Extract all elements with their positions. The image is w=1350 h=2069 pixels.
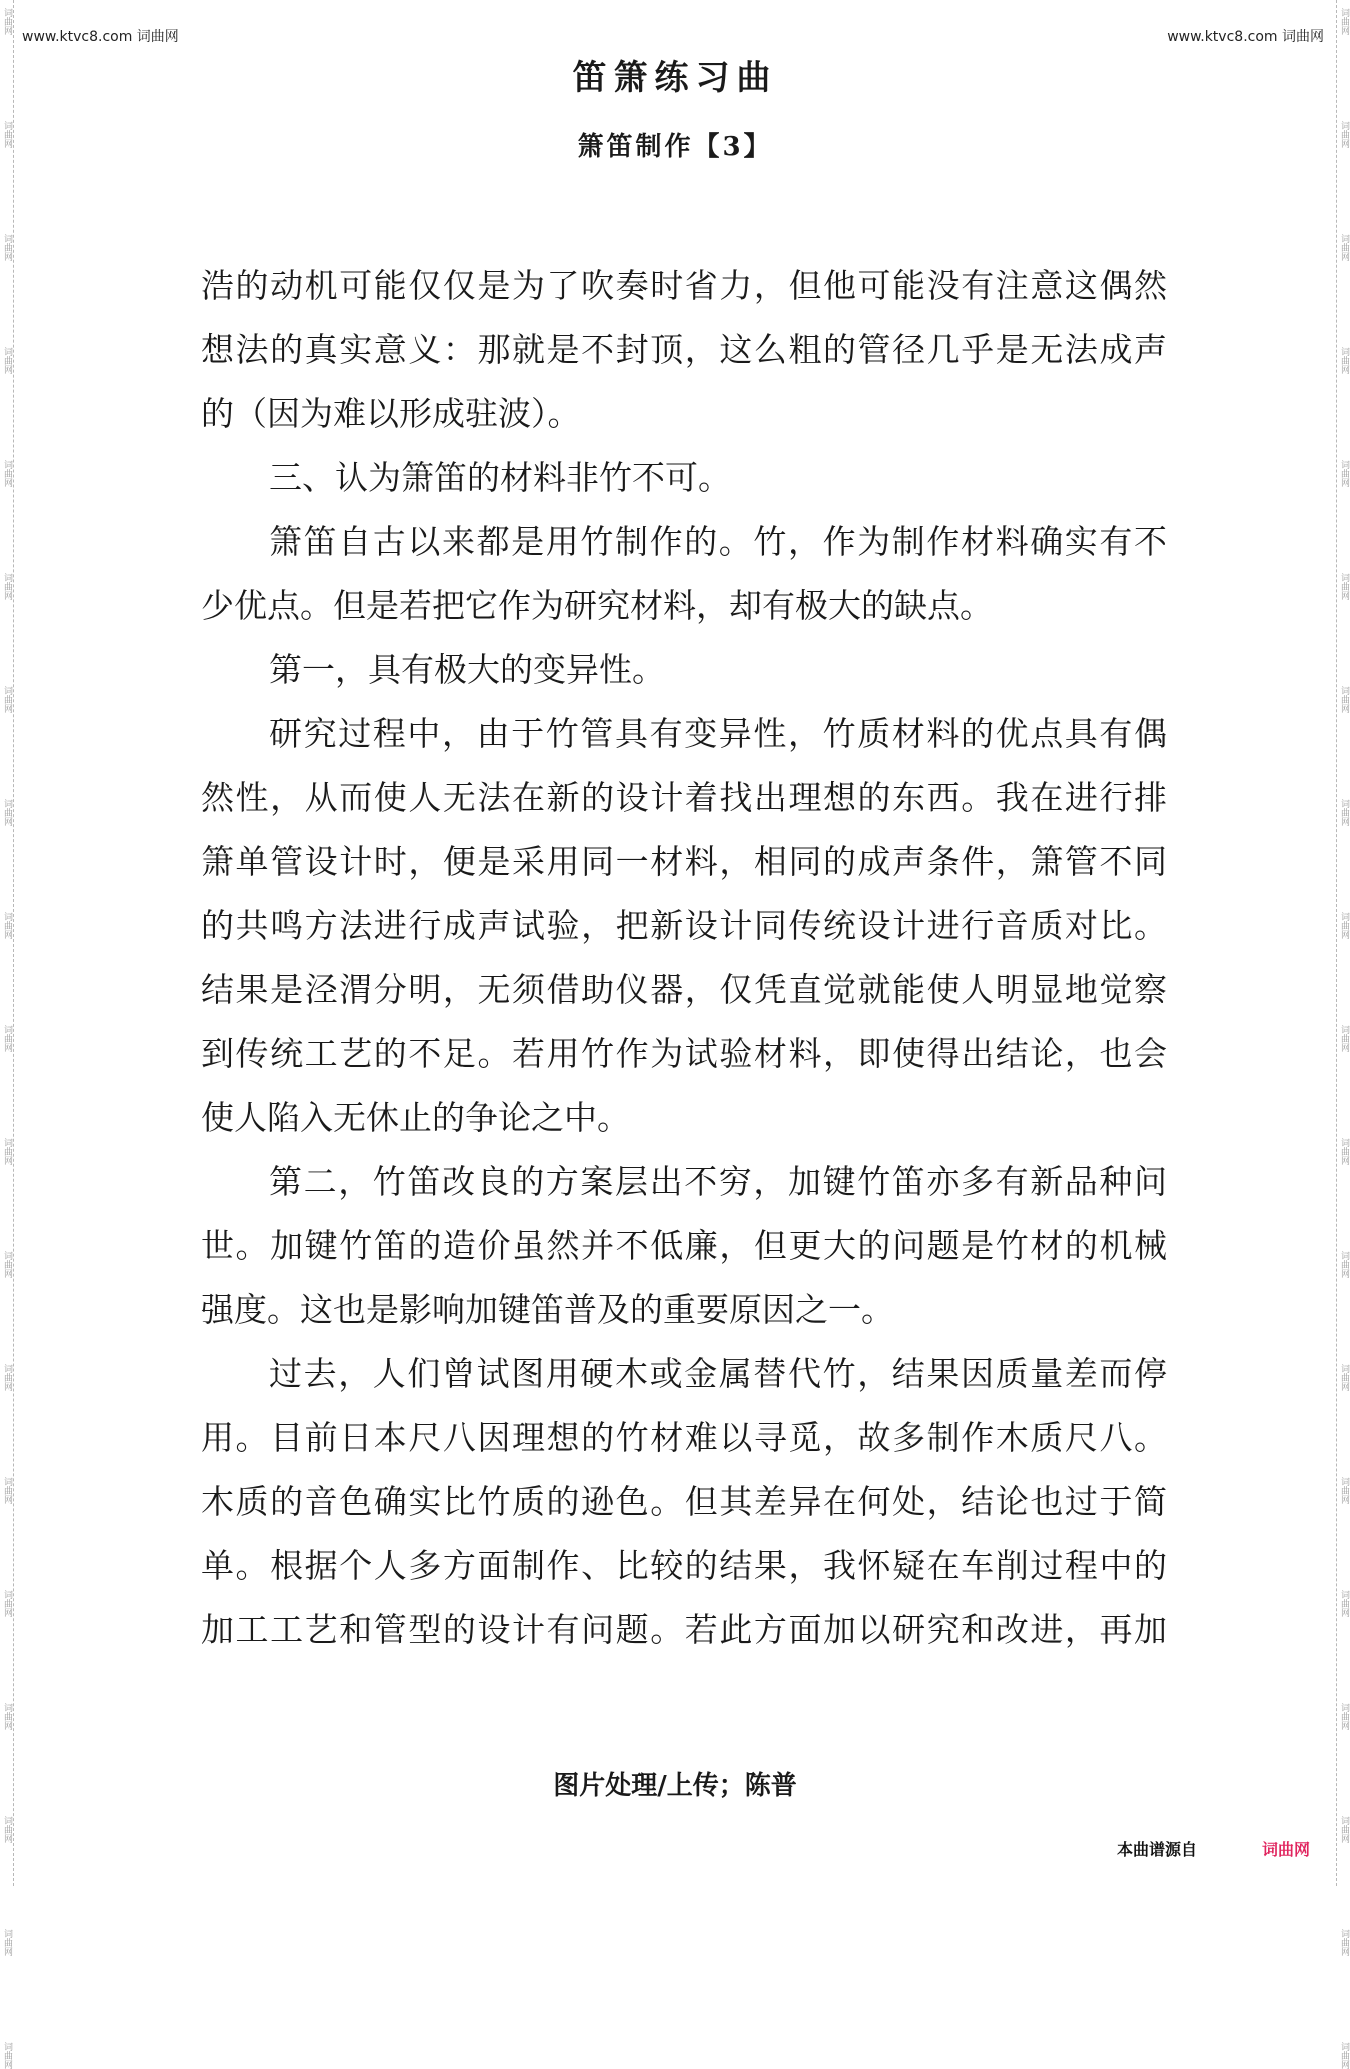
watermark-text: 词曲网 (2, 1477, 12, 1504)
watermark-text: 词曲网 (1339, 912, 1349, 939)
text-line: 世。加键竹笛的造价虽然并不低廉，但更大的问题是竹材的机械 (201, 1226, 1167, 1265)
text-line: 木质的音色确实比竹质的逊色。但其差异在何处，结论也过于简 (201, 1482, 1167, 1521)
text-line: 少优点。但是若把它作为研究材料，却有极大的缺点。 (201, 586, 993, 625)
text-line: 的共鸣方法进行成声试验，把新设计同传统设计进行音质对比。 (201, 906, 1167, 945)
watermark-text: 词曲网 (1339, 8, 1349, 35)
page-subtitle: 箫笛制作【3】 (577, 132, 773, 162)
watermark-text: 词曲网 (2, 1816, 12, 1843)
text-line: 的（因为难以形成驻波）。 (201, 394, 581, 433)
watermark-text: 词曲网 (2, 1364, 12, 1391)
watermark-text: 词曲网 (2, 1025, 12, 1052)
upload-credit: 图片处理/上传；陈普 (553, 1771, 797, 1801)
watermark-text: 词曲网 (1339, 686, 1349, 713)
text-line: 单。根据个人多方面制作、比较的结果，我怀疑在车削过程中的 (201, 1546, 1167, 1585)
watermark-text: 词曲网 (1339, 1703, 1349, 1730)
right-watermark-strip (1336, 0, 1350, 2069)
article-body (201, 254, 1167, 1662)
watermark-text: 词曲网 (1339, 1477, 1349, 1504)
watermark-text: 词曲网 (2, 2042, 12, 2069)
watermark-text: 词曲网 (1339, 1364, 1349, 1391)
text-line: 加工工艺和管型的设计有问题。若此方面加以研究和改进，再加 (201, 1610, 1167, 1649)
watermark-text: 词曲网 (2, 1138, 12, 1165)
text-line: 结果是泾渭分明，无须借助仪器，仅凭直觉就能使人明显地觉察 (201, 970, 1167, 1009)
text-line: 过去，人们曾试图用硬木或金属替代竹，结果因质量差而停 (269, 1354, 1167, 1393)
text-line: 浩的动机可能仅仅是为了吹奏时省力，但他可能没有注意这偶然 (201, 266, 1167, 305)
text-line: 强度。这也是影响加键笛普及的重要原因之一。 (201, 1290, 894, 1329)
watermark-text: 词曲网 (2, 1590, 12, 1617)
watermark-text: 词曲网 (2, 573, 12, 600)
watermark-text: 词曲网 (1339, 347, 1349, 374)
watermark-text: 词曲网 (2, 460, 12, 487)
watermark-text: 词曲网 (2, 1251, 12, 1278)
text-line: 到传统工艺的不足。若用竹作为试验材料，即使得出结论，也会 (201, 1034, 1167, 1073)
watermark-text: 词曲网 (1339, 1251, 1349, 1278)
watermark-text: 词曲网 (1339, 799, 1349, 826)
page-title: 笛箫练习曲 (572, 58, 778, 98)
site-url-right[interactable]: www.ktvc8.com 词曲网 (1167, 29, 1324, 45)
text-line: 第二，竹笛改良的方案层出不穷，加键竹笛亦多有新品种问 (269, 1162, 1167, 1201)
watermark-text: 词曲网 (2, 121, 12, 148)
watermark-text: 词曲网 (2, 686, 12, 713)
watermark-text: 词曲网 (2, 1703, 12, 1730)
watermark-text: 词曲网 (2, 8, 12, 35)
text-line: 第一，具有极大的变异性。 (269, 650, 665, 689)
text-line: 使人陷入无休止的争论之中。 (201, 1098, 630, 1137)
watermark-text: 词曲网 (1339, 2042, 1349, 2069)
watermark-text: 词曲网 (2, 1929, 12, 1956)
text-line: 用。目前日本尺八因理想的竹材难以寻觅，故多制作木质尺八。 (201, 1418, 1167, 1457)
text-line: 箫笛自古以来都是用竹制作的。竹，作为制作材料确实有不 (269, 522, 1167, 561)
text-line: 箫单管设计时，便是采用同一材料，相同的成声条件，箫管不同 (201, 842, 1167, 881)
watermark-text: 词曲网 (1339, 573, 1349, 600)
text-line: 研究过程中，由于竹管具有变异性，竹质材料的优点具有偶 (269, 714, 1167, 753)
watermark-text: 词曲网 (1339, 1590, 1349, 1617)
watermark-text: 词曲网 (2, 234, 12, 261)
watermark-text: 词曲网 (1339, 1025, 1349, 1052)
watermark-text: 词曲网 (1339, 1929, 1349, 1956)
site-url-left[interactable]: www.ktvc8.com 词曲网 (22, 29, 179, 45)
watermark-text: 词曲网 (1339, 460, 1349, 487)
text-line: 三、认为箫笛的材料非竹不可。 (269, 458, 731, 497)
source-label: 本曲谱源自 (1117, 1840, 1198, 1859)
source-brand-link[interactable]: 词曲网 (1262, 1840, 1311, 1859)
watermark-text: 词曲网 (1339, 1138, 1349, 1165)
left-watermark-strip (0, 0, 14, 2069)
watermark-text: 词曲网 (1339, 234, 1349, 261)
text-line: 然性，从而使人无法在新的设计着找出理想的东西。我在进行排 (201, 778, 1167, 817)
watermark-text: 词曲网 (2, 912, 12, 939)
watermark-text: 词曲网 (2, 799, 12, 826)
text-line: 想法的真实意义：那就是不封顶，这么粗的管径几乎是无法成声 (201, 330, 1167, 369)
watermark-text: 词曲网 (2, 347, 12, 374)
watermark-text: 词曲网 (1339, 1816, 1349, 1843)
watermark-text: 词曲网 (1339, 121, 1349, 148)
